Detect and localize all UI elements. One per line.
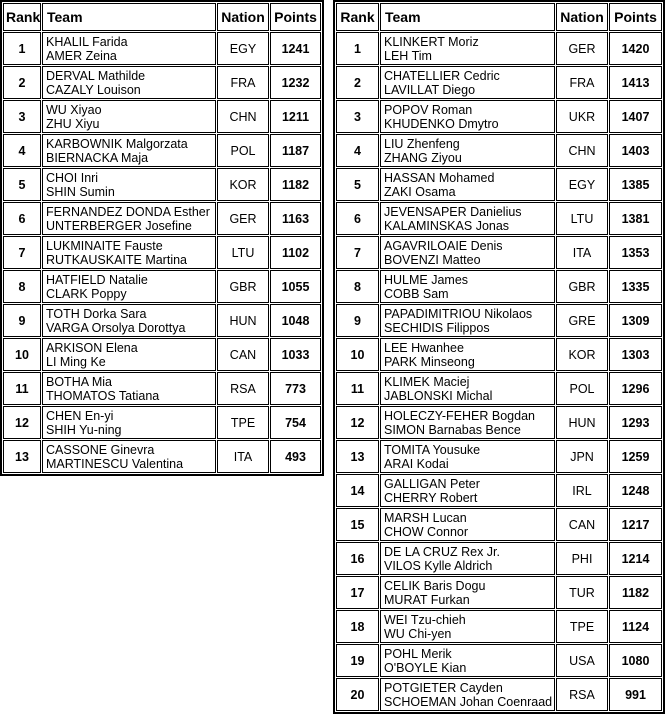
athlete-name-second: SECHIDIS Filippos <box>384 320 490 335</box>
athlete-name-second: PARK Minseong <box>384 354 475 369</box>
athlete-name-second: SHIH Yu-ning <box>46 422 122 437</box>
team-cell <box>380 236 555 269</box>
results-table-left <box>0 0 324 476</box>
table-row <box>336 134 662 167</box>
rank-cell: 8 <box>336 270 379 303</box>
table-row <box>336 406 662 439</box>
team-cell <box>42 168 216 201</box>
table-row <box>3 134 321 167</box>
athlete-name-first: HATFIELD Natalie <box>46 272 148 287</box>
rank-cell: 13 <box>336 440 379 473</box>
team-cell <box>380 168 555 201</box>
nation-cell: FRA <box>217 66 269 99</box>
nation-cell: TUR <box>556 576 608 609</box>
nation-cell: TPE <box>556 610 608 643</box>
athlete-name-first: KARBOWNIK Malgorzata <box>46 136 188 151</box>
column-header-nation: Nation <box>556 3 608 31</box>
athlete-name-second: JABLONSKI Michal <box>384 388 493 403</box>
athlete-name-first: CHATELLIER Cedric <box>384 68 500 83</box>
athlete-name-first: WEI Tzu-chieh <box>384 612 466 627</box>
nation-cell: GER <box>217 202 269 235</box>
athlete-name-first: POTGIETER Cayden <box>384 680 503 695</box>
rank-cell: 6 <box>336 202 379 235</box>
nation-cell: FRA <box>556 66 608 99</box>
points-cell: 1182 <box>609 576 662 609</box>
team-cell <box>42 66 216 99</box>
nation-cell: LTU <box>217 236 269 269</box>
rank-cell: 3 <box>3 100 41 133</box>
team-cell <box>380 202 555 235</box>
athlete-name-first: FERNANDEZ DONDA Esther <box>46 204 210 219</box>
athlete-name-first: TOTH Dorka Sara <box>46 306 147 321</box>
athlete-name-first: LEE Hwanhee <box>384 340 464 355</box>
team-cell <box>42 270 216 303</box>
team-cell <box>380 610 555 643</box>
rank-cell: 5 <box>336 168 379 201</box>
nation-cell: IRL <box>556 474 608 507</box>
rank-cell: 16 <box>336 542 379 575</box>
nation-cell: RSA <box>217 372 269 405</box>
table-row <box>336 236 662 269</box>
points-cell: 1335 <box>609 270 662 303</box>
athlete-name-first: CELIK Baris Dogu <box>384 578 486 593</box>
rank-cell: 6 <box>3 202 41 235</box>
points-cell: 1033 <box>270 338 321 371</box>
team-cell <box>380 508 555 541</box>
table-row <box>3 338 321 371</box>
athlete-name-first: DE LA CRUZ Rex Jr. <box>384 544 500 559</box>
team-cell <box>42 32 216 65</box>
team-cell <box>380 270 555 303</box>
nation-cell: LTU <box>556 202 608 235</box>
table-row <box>336 610 662 643</box>
table-row <box>3 202 321 235</box>
table-row <box>3 304 321 337</box>
athlete-name-second: LI Ming Ke <box>46 354 106 369</box>
nation-cell: POL <box>217 134 269 167</box>
points-cell: 1309 <box>609 304 662 337</box>
rank-cell: 9 <box>3 304 41 337</box>
athlete-name-first: HASSAN Mohamed <box>384 170 495 185</box>
rank-cell: 4 <box>3 134 41 167</box>
athlete-name-first: CASSONE Ginevra <box>46 442 155 457</box>
rank-cell: 8 <box>3 270 41 303</box>
nation-cell: POL <box>556 372 608 405</box>
athlete-name-second: ZAKI Osama <box>384 184 456 199</box>
rank-cell: 11 <box>336 372 379 405</box>
team-cell <box>380 406 555 439</box>
nation-cell: KOR <box>556 338 608 371</box>
athlete-name-first: JEVENSAPER Danielius <box>384 204 522 219</box>
athlete-name-first: MARSH Lucan <box>384 510 467 525</box>
athlete-name-first: CHEN En-yi <box>46 408 114 423</box>
table-row <box>336 644 662 677</box>
athlete-name-second: BOVENZI Matteo <box>384 252 481 267</box>
header-row <box>336 3 662 31</box>
points-cell: 991 <box>609 678 662 711</box>
athlete-name-first: WU Xiyao <box>46 102 102 117</box>
points-cell: 1211 <box>270 100 321 133</box>
rank-cell: 19 <box>336 644 379 677</box>
table-row <box>3 100 321 133</box>
athlete-name-first: KHALIL Farida <box>46 34 128 49</box>
athlete-name-first: KLIMEK Maciej <box>384 374 470 389</box>
rank-cell: 12 <box>3 406 41 439</box>
nation-cell: HUN <box>217 304 269 337</box>
team-cell <box>380 66 555 99</box>
points-cell: 1303 <box>609 338 662 371</box>
nation-cell: ITA <box>556 236 608 269</box>
column-header-rank: Rank <box>336 3 379 31</box>
team-cell <box>42 372 216 405</box>
athlete-name-first: KLINKERT Moriz <box>384 34 479 49</box>
athlete-name-second: THOMATOS Tatiana <box>46 388 160 403</box>
athlete-name-first: AGAVRILOAIE Denis <box>384 238 503 253</box>
points-cell: 1241 <box>270 32 321 65</box>
athlete-name-first: ARKISON Elena <box>46 340 138 355</box>
athlete-name-second: CAZALY Louison <box>46 82 141 97</box>
team-cell <box>380 134 555 167</box>
table-row <box>336 678 662 711</box>
table-row <box>336 100 662 133</box>
rank-cell: 17 <box>336 576 379 609</box>
table-row <box>3 440 321 473</box>
points-cell: 1080 <box>609 644 662 677</box>
athlete-name-first: BOTHA Mia <box>46 374 112 389</box>
rank-cell: 10 <box>336 338 379 371</box>
table-row <box>3 32 321 65</box>
athlete-name-first: HULME James <box>384 272 469 287</box>
athlete-name-second: COBB Sam <box>384 286 449 301</box>
nation-cell: PHI <box>556 542 608 575</box>
table-row <box>336 440 662 473</box>
points-cell: 1187 <box>270 134 321 167</box>
points-cell: 1353 <box>609 236 662 269</box>
nation-cell: CHN <box>556 134 608 167</box>
team-cell <box>42 304 216 337</box>
table-row <box>3 236 321 269</box>
rank-cell: 4 <box>336 134 379 167</box>
points-cell: 1055 <box>270 270 321 303</box>
column-header-rank: Rank <box>3 3 41 31</box>
team-cell <box>42 236 216 269</box>
points-cell: 1248 <box>609 474 662 507</box>
rank-cell: 12 <box>336 406 379 439</box>
athlete-name-second: SCHOEMAN Johan Coenraad <box>384 694 553 709</box>
table-row <box>3 270 321 303</box>
points-cell: 1381 <box>609 202 662 235</box>
points-cell: 1232 <box>270 66 321 99</box>
table-row <box>336 304 662 337</box>
rank-cell: 7 <box>3 236 41 269</box>
points-cell: 1259 <box>609 440 662 473</box>
team-cell <box>42 406 216 439</box>
nation-cell: ITA <box>217 440 269 473</box>
team-cell <box>380 440 555 473</box>
table-row <box>3 66 321 99</box>
athlete-name-second: ZHU Xiyu <box>46 116 100 131</box>
nation-cell: TPE <box>217 406 269 439</box>
nation-cell: CAN <box>556 508 608 541</box>
athlete-name-second: RUTKAUSKAITE Martina <box>46 252 188 267</box>
rank-cell: 15 <box>336 508 379 541</box>
team-cell <box>42 100 216 133</box>
athlete-name-second: AMER Zeina <box>46 48 117 63</box>
column-header-points: Points <box>609 3 662 31</box>
rank-cell: 1 <box>3 32 41 65</box>
table-row <box>336 474 662 507</box>
athlete-name-second: MARTINESCU Valentina <box>46 456 184 471</box>
table-row <box>336 32 662 65</box>
team-cell <box>42 338 216 371</box>
rank-cell: 10 <box>3 338 41 371</box>
rank-cell: 9 <box>336 304 379 337</box>
table-row <box>336 576 662 609</box>
rank-cell: 13 <box>3 440 41 473</box>
athlete-name-first: POPOV Roman <box>384 102 473 117</box>
table-row <box>3 406 321 439</box>
table-row <box>336 508 662 541</box>
team-cell <box>42 134 216 167</box>
points-cell: 1420 <box>609 32 662 65</box>
athlete-name-second: CHERRY Robert <box>384 490 478 505</box>
team-cell <box>42 440 216 473</box>
column-header-team: Team <box>380 3 555 31</box>
team-cell <box>380 542 555 575</box>
nation-cell: JPN <box>556 440 608 473</box>
nation-cell: CAN <box>217 338 269 371</box>
table-body-left <box>3 32 321 473</box>
nation-cell: EGY <box>217 32 269 65</box>
athlete-name-second: CLARK Poppy <box>46 286 127 301</box>
points-cell: 754 <box>270 406 321 439</box>
team-cell <box>380 644 555 677</box>
rank-cell: 20 <box>336 678 379 711</box>
athlete-name-first: LUKMINAITE Fauste <box>46 238 163 253</box>
points-cell: 493 <box>270 440 321 473</box>
column-header-nation: Nation <box>217 3 269 31</box>
athlete-name-first: DERVAL Mathilde <box>46 68 146 83</box>
column-header-points: Points <box>270 3 321 31</box>
team-cell <box>380 338 555 371</box>
table-header-right <box>336 3 662 31</box>
nation-cell: GER <box>556 32 608 65</box>
points-cell: 1163 <box>270 202 321 235</box>
athlete-name-second: BIERNACKA Maja <box>46 150 149 165</box>
athlete-name-second: SIMON Barnabas Bence <box>384 422 521 437</box>
athlete-name-second: O'BOYLE Kian <box>384 660 467 675</box>
athlete-name-second: KHUDENKO Dmytro <box>384 116 499 131</box>
points-cell: 1214 <box>609 542 662 575</box>
team-cell <box>380 100 555 133</box>
athlete-name-second: VILOS Kylle Aldrich <box>384 558 493 573</box>
athlete-name-first: LIU Zhenfeng <box>384 136 460 151</box>
athlete-name-second: ARAI Kodai <box>384 456 449 471</box>
athlete-name-first: GALLIGAN Peter <box>384 476 480 491</box>
points-cell: 1182 <box>270 168 321 201</box>
column-header-team: Team <box>42 3 216 31</box>
rank-cell: 1 <box>336 32 379 65</box>
team-cell <box>380 474 555 507</box>
athlete-name-second: MURAT Furkan <box>384 592 470 607</box>
rank-cell: 2 <box>3 66 41 99</box>
rank-cell: 11 <box>3 372 41 405</box>
team-cell <box>380 304 555 337</box>
athlete-name-second: CHOW Connor <box>384 524 469 539</box>
rank-cell: 7 <box>336 236 379 269</box>
table-row <box>3 168 321 201</box>
nation-cell: GRE <box>556 304 608 337</box>
points-cell: 1217 <box>609 508 662 541</box>
athlete-name-first: CHOI Inri <box>46 170 99 185</box>
points-cell: 773 <box>270 372 321 405</box>
athlete-name-second: SHIN Sumin <box>46 184 115 199</box>
nation-cell: UKR <box>556 100 608 133</box>
nation-cell: HUN <box>556 406 608 439</box>
table-header-left <box>3 3 321 31</box>
results-table-right <box>333 0 665 714</box>
team-cell <box>42 202 216 235</box>
athlete-name-first: POHL Merik <box>384 646 452 661</box>
table-row <box>336 168 662 201</box>
athlete-name-first: HOLECZY-FEHER Bogdan <box>384 408 535 423</box>
nation-cell: GBR <box>556 270 608 303</box>
table-row <box>336 270 662 303</box>
athlete-name-first: TOMITA Yousuke <box>384 442 481 457</box>
team-cell <box>380 32 555 65</box>
rank-cell: 2 <box>336 66 379 99</box>
table-row <box>336 338 662 371</box>
points-cell: 1293 <box>609 406 662 439</box>
points-cell: 1403 <box>609 134 662 167</box>
points-cell: 1102 <box>270 236 321 269</box>
team-cell <box>380 678 555 711</box>
athlete-name-second: WU Chi-yen <box>384 626 452 641</box>
nation-cell: USA <box>556 644 608 677</box>
points-cell: 1413 <box>609 66 662 99</box>
table-row <box>336 66 662 99</box>
nation-cell: CHN <box>217 100 269 133</box>
rank-cell: 3 <box>336 100 379 133</box>
nation-cell: EGY <box>556 168 608 201</box>
table-row <box>336 372 662 405</box>
athlete-name-second: VARGA Orsolya Dorottya <box>46 320 186 335</box>
points-cell: 1407 <box>609 100 662 133</box>
points-cell: 1385 <box>609 168 662 201</box>
rank-cell: 14 <box>336 474 379 507</box>
athlete-name-second: UNTERBERGER Josefine <box>46 218 192 233</box>
rank-cell: 18 <box>336 610 379 643</box>
athlete-name-second: ZHANG Ziyou <box>384 150 462 165</box>
points-cell: 1124 <box>609 610 662 643</box>
table-row <box>3 372 321 405</box>
table-body-right <box>336 32 662 711</box>
table-row <box>336 542 662 575</box>
team-cell <box>380 372 555 405</box>
athlete-name-second: LAVILLAT Diego <box>384 82 476 97</box>
nation-cell: GBR <box>217 270 269 303</box>
points-cell: 1296 <box>609 372 662 405</box>
rank-cell: 5 <box>3 168 41 201</box>
team-cell <box>380 576 555 609</box>
points-cell: 1048 <box>270 304 321 337</box>
athlete-name-second: LEH Tim <box>384 48 432 63</box>
athlete-name-first: PAPADIMITRIOU Nikolaos <box>384 306 533 321</box>
athlete-name-second: KALAMINSKAS Jonas <box>384 218 510 233</box>
nation-cell: KOR <box>217 168 269 201</box>
nation-cell: RSA <box>556 678 608 711</box>
header-row <box>3 3 321 31</box>
table-row <box>336 202 662 235</box>
